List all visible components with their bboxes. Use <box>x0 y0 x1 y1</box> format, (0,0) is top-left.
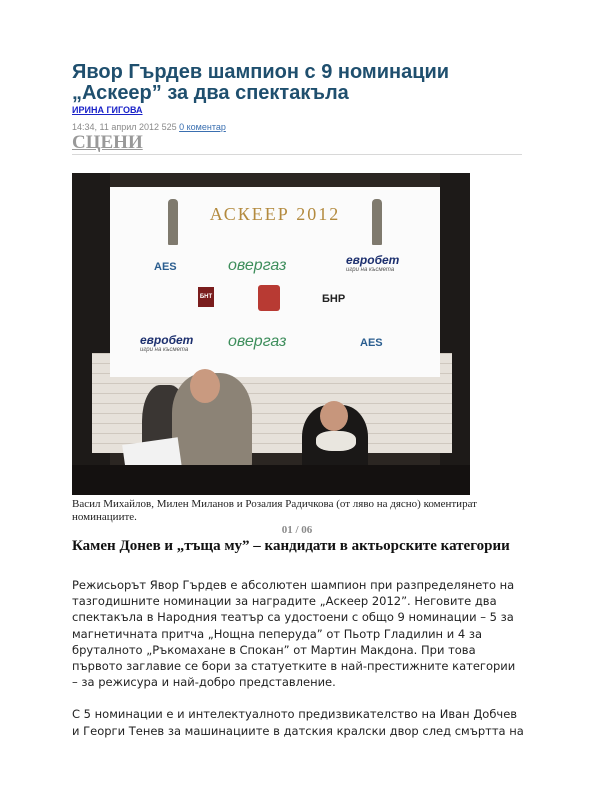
evrobet-tagline-2: игри на късмета <box>140 347 189 353</box>
person-right-scarf <box>316 431 356 451</box>
overgas-logo-2: овергаз <box>228 333 287 350</box>
person-right-face <box>320 401 348 431</box>
person-center-face <box>190 369 220 403</box>
article-header <box>72 62 522 155</box>
evrobet-name-2: евробет <box>140 333 194 347</box>
evrobet-logo <box>346 253 399 273</box>
article-photo[interactable] <box>72 173 470 495</box>
aes-logo-2: AES <box>360 337 383 349</box>
aes-logo: AES <box>154 261 177 273</box>
sponsor-banner <box>110 187 440 377</box>
article-subheading: Камен Донев и „тъща му” – кандидати в актьорските категории <box>72 538 510 554</box>
publish-time: 14:34, 11 април 2012 <box>72 122 160 132</box>
view-count: 525 <box>161 122 177 132</box>
bnr-logo: БНР <box>322 293 346 305</box>
evrobet-tagline: игри на късмета <box>346 267 395 273</box>
paragraph-2: С 5 номинации е и интелектуалното предизвикателство на Иван Добчев и Георги Тенев за машинациите в датския кралски двор след смъртта на <box>72 707 524 738</box>
author-link[interactable]: ИРИНА ГИГОВА <box>72 105 143 115</box>
header-divider <box>72 154 522 155</box>
bnt-logo: БНТ <box>198 287 214 307</box>
section-link[interactable]: СЦЕНИ <box>72 132 143 153</box>
article-title: Явор Гърдев шампион с 9 номинации „Аскеер” за два спектакъла <box>72 61 450 104</box>
evrobet-name: евробет <box>346 253 400 267</box>
photo-caption: Васил Михайлов, Милен Миланов и Розалия Радичкова (от ляво на дясно) коментират номинациите. <box>72 498 477 523</box>
coat-of-arms-icon <box>258 285 280 311</box>
banner-title: АСКЕЕР 2012 <box>209 204 341 224</box>
overgas-logo: овергаз <box>228 257 287 274</box>
article-body <box>72 577 524 755</box>
gallery-counter: 01 / 06 <box>281 524 313 536</box>
paragraph-1: Режисьорът Явор Гърдев е абсолютен шампион при разпределянето на тазгодишните номинации за наградите „Аскеер 2012”. Неговите два спектакъла в Народния театър са удостоени с общо 9 номинации – 5 за магнетичната притча „Нощна пеперуда” от Пьотр Гладилин и 4 за бруталното „Ръкомахане в Спокан” от Мартин Макдона. При това първото заглавие се бори за статуетките в най-престижните категории – за режисура и най-добро представление. <box>72 578 516 690</box>
press-table <box>72 465 470 495</box>
article-meta <box>72 122 522 132</box>
evrobet-logo-2 <box>140 333 193 353</box>
comments-link[interactable]: 0 коментар <box>179 122 226 132</box>
